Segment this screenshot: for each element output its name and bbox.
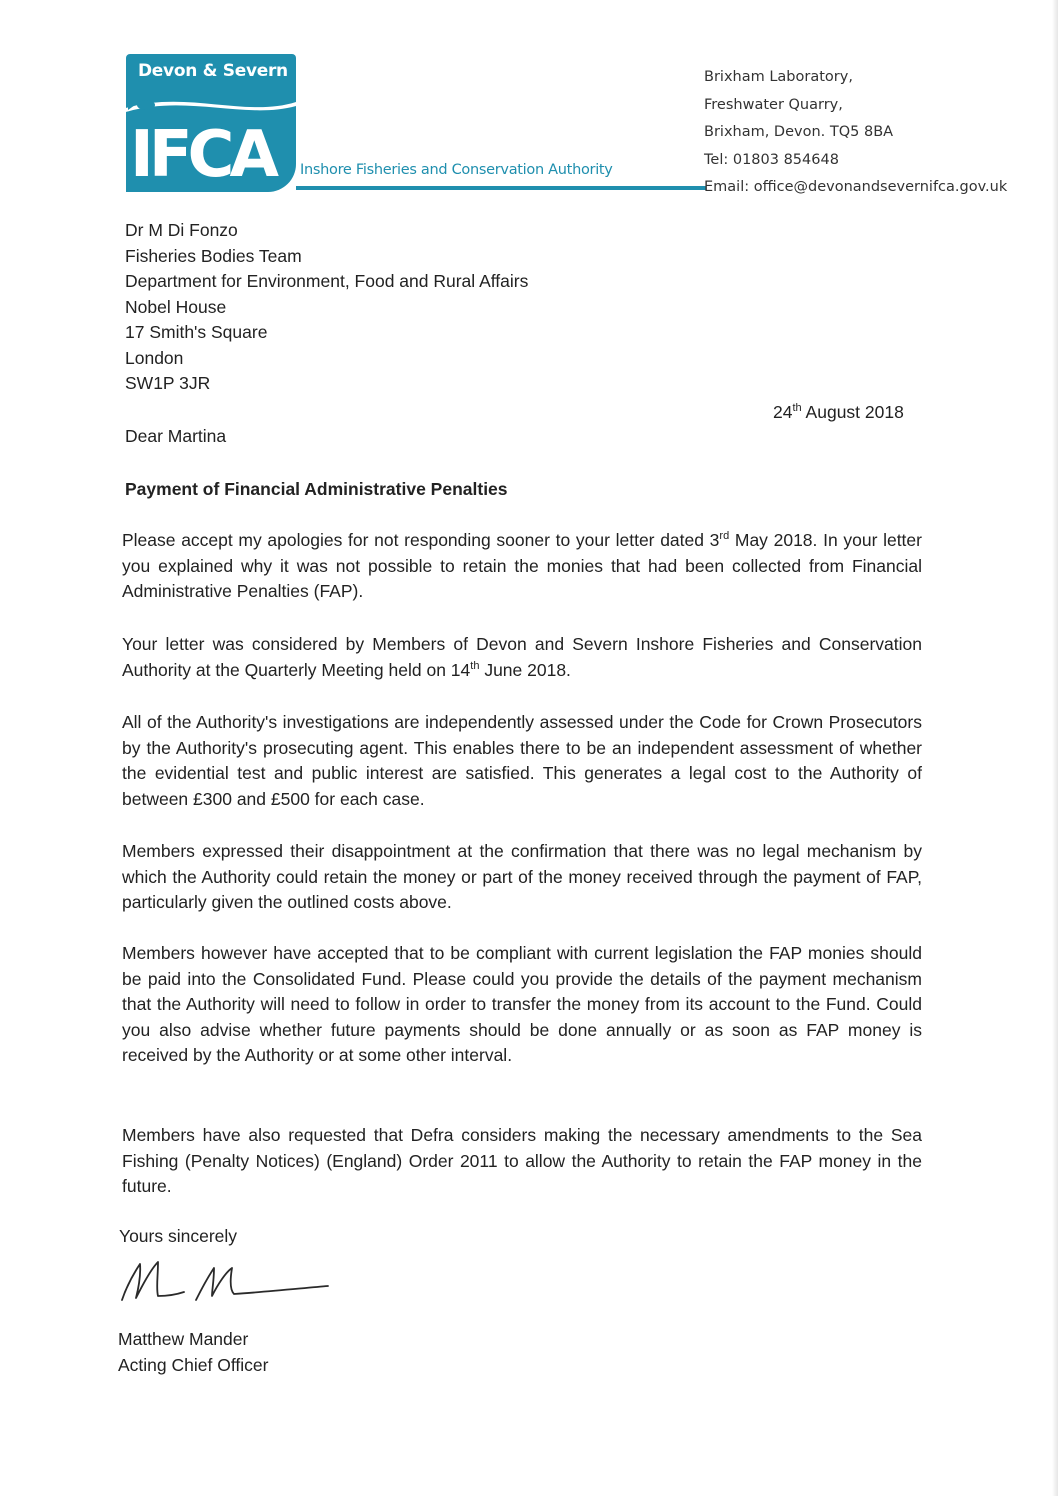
logo-tagline: Inshore Fisheries and Conservation Authority (300, 162, 613, 178)
recipient-line: London (125, 347, 184, 368)
recipient-line: Dr M Di Fonzo (125, 220, 238, 240)
fish-wave-icon (126, 90, 296, 120)
sender-address (704, 64, 1007, 202)
sender-line: Brixham, Devon. TQ5 8BA (704, 124, 894, 140)
sender-phone: Tel: 01803 854648 (704, 151, 839, 168)
sender-line: Freshwater Quarry, (704, 96, 843, 113)
logo-rule (296, 186, 706, 190)
recipient-line: Nobel House (125, 296, 227, 317)
logo-acronym-box (126, 118, 296, 192)
logo-top-text: Devon & Severn (138, 61, 288, 81)
handwritten-signature (114, 1252, 344, 1312)
recipient-line: Department for Environment, Food and Rural Affairs (125, 271, 529, 291)
paragraph-5: Members however have accepted that to be compliant with current legislation the FAP monies should be paid into the Consolidated Fund. Please could you provide the details of the payment mechanism that the Authority will need to follow in order to transfer the money from its account to the Fund. Could you also advise whether future payments should be done annually or as soon as FAP money is received by the Authority or at some other interval. (122, 943, 922, 1065)
signatory-name: Matthew Mander (118, 1329, 249, 1349)
paragraph-1: Please accept my apologies for not responding sooner to your letter dated 3rd May 2018. In your letter you explained why it was not possible to retain the monies that had been collected from Financial Administrative Penalties (FAP). (122, 530, 922, 601)
recipient-address (125, 218, 528, 397)
ifca-logo (126, 54, 716, 194)
sender-line: Brixham Laboratory, (704, 69, 853, 85)
recipient-line: 17 Smith's Square (125, 322, 268, 342)
recipient-line: SW1P 3JR (125, 373, 211, 393)
recipient-line: Fisheries Bodies Team (125, 245, 302, 266)
letter-date: 24th August 2018 (773, 402, 904, 422)
signatory (118, 1327, 268, 1379)
scan-edge (1052, 0, 1058, 1496)
logo-acronym: IFCA (130, 118, 275, 192)
logo-top-banner (126, 54, 296, 92)
closing: Yours sincerely (119, 1226, 238, 1246)
paragraph-6: Members have also requested that Defra considers making the necessary amendments to the Sea Fishing (Penalty Notices) (England) Order 2011 to allow the Authority to retain the FAP money in the future. (122, 1125, 922, 1196)
paragraph-2: Your letter was considered by Members of Devon and Severn Inshore Fisheries and Conservation Authority at the Quarterly Meeting held on 14th June 2018. (122, 634, 922, 680)
sender-email: Email: office@devonandsevernifca.gov.uk (704, 179, 1008, 195)
subject-heading: Payment of Financial Administrative Penalties (125, 479, 508, 499)
salutation: Dear Martina (125, 426, 227, 446)
paragraph-3: All of the Authority's investigations are independently assessed under the Code for Crown Prosecutors by the Authority's prosecuting agent. This enables there to be an independent assessment of whether the evidential test and public interest are satisfied. This generates a legal cost to the Authority of between £300 and £500 for each case. (122, 712, 922, 809)
signatory-title: Acting Chief Officer (118, 1355, 269, 1375)
paragraph-4: Members expressed their disappointment at the confirmation that there was no legal mechanism by which the Authority could retain the money or part of the money received through the payment of FAP, particularly given the outlined costs above. (122, 841, 922, 912)
